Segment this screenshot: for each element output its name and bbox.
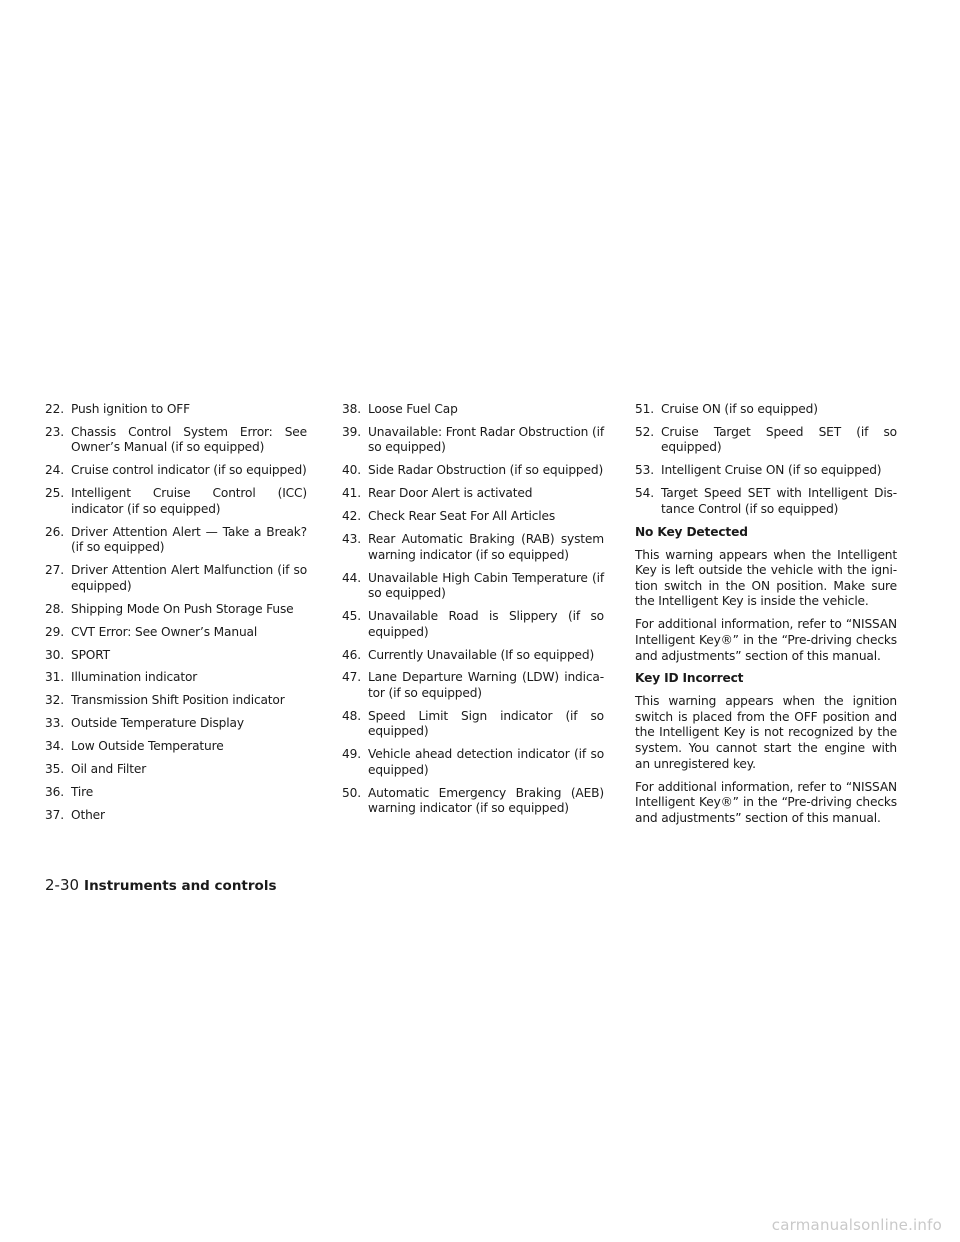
key-id-incorrect-paragraph: This warning appears when the ignition switch is placed from the OFF position and the Intelligent Key is not recognized by the system. You cannot start the engine with an unregistered key. [635, 694, 897, 771]
item-number: 39. [342, 424, 361, 439]
list-item [342, 532, 604, 563]
list-item [342, 486, 604, 502]
item-text: Intelligent Cruise Control (ICC) indicator (if so equipped) [71, 486, 307, 516]
item-text: Oil and Filter [71, 761, 147, 776]
item-number: 41. [342, 486, 361, 501]
list-item [635, 425, 897, 456]
column-2 [342, 402, 604, 824]
item-text: Target Speed SET with Intelligent Dis-tance Control (if so equipped) [661, 486, 897, 516]
section-title: Instruments and controls [84, 878, 277, 894]
list-item [342, 747, 604, 778]
column-1 [45, 402, 307, 831]
item-text: Driver Attention Alert — Take a Break? (if so equipped) [71, 524, 307, 555]
item-number: 54. [635, 486, 654, 501]
item-text: Intelligent Cruise ON (if so equipped) [661, 463, 882, 478]
item-text: Unavailable: Front Radar Obstruction (if so equipped) [368, 424, 604, 455]
item-text: Side Radar Obstruction (if so equipped) [368, 463, 604, 478]
item-number: 35. [45, 761, 64, 776]
item-number: 49. [342, 747, 361, 762]
item-number: 36. [45, 784, 64, 799]
list-item [45, 402, 307, 418]
item-text: Other [71, 807, 105, 822]
item-text: Check Rear Seat For All Articles [368, 509, 556, 524]
list-item [45, 563, 307, 594]
item-number: 44. [342, 570, 361, 585]
item-text: Transmission Shift Position indicator [71, 693, 285, 708]
list-item [635, 486, 897, 517]
item-number: 48. [342, 708, 361, 723]
item-number: 37. [45, 807, 64, 822]
item-number: 23. [45, 424, 64, 439]
item-number: 46. [342, 647, 361, 662]
item-number: 53. [635, 463, 654, 478]
item-number: 27. [45, 563, 64, 578]
item-text: Rear Automatic Braking (RAB) system warning indicator (if so equipped) [368, 532, 604, 562]
watermark: carmanualsonline.info [771, 1216, 942, 1234]
item-number: 22. [45, 402, 64, 416]
no-key-detected-paragraph: This warning appears when the Intelligent Key is left outside the vehicle with the igni-tion switch in the ON position. Make sure the Intelligent Key is inside the vehicle. [635, 547, 897, 609]
list-item [342, 709, 604, 740]
item-number: 31. [45, 670, 64, 685]
item-text: SPORT [71, 647, 110, 662]
list-item [342, 670, 604, 701]
item-text: Push ignition to OFF [71, 402, 190, 416]
item-number: 50. [342, 785, 361, 800]
list-item [45, 463, 307, 479]
column-3 [635, 402, 897, 834]
page-footer [45, 876, 276, 894]
item-number: 45. [342, 609, 361, 624]
item-number: 29. [45, 624, 64, 639]
list-item [342, 609, 604, 640]
page-number: 2-30 [45, 876, 80, 894]
item-number: 52. [635, 424, 654, 439]
item-number: 38. [342, 402, 361, 416]
item-text: Unavailable High Cabin Temperature (if so equipped) [368, 570, 604, 601]
list-item [342, 402, 604, 418]
item-text: Automatic Emergency Braking (AEB) warning indicator (if so equipped) [368, 785, 604, 816]
item-text: Cruise Target Speed SET (if so equipped) [661, 424, 897, 455]
item-text: Vehicle ahead detection indicator (if so equipped) [368, 747, 604, 777]
list-item [45, 716, 307, 732]
item-text: Driver Attention Alert Malfunction (if so equipped) [71, 563, 307, 593]
list-item [45, 808, 307, 824]
list-item [45, 525, 307, 556]
list-item [342, 463, 604, 479]
item-text: Lane Departure Warning (LDW) indica-tor (if so equipped) [368, 670, 604, 700]
list-item [45, 425, 307, 456]
item-text: Shipping Mode On Push Storage Fuse [71, 601, 294, 616]
key-id-incorrect-heading: Key ID Incorrect [635, 671, 744, 686]
item-text: Loose Fuel Cap [368, 402, 458, 416]
list-item [342, 571, 604, 602]
list-item [45, 739, 307, 755]
item-text: Chassis Control System Error: See Owner’s Manual (if so equipped) [71, 424, 307, 455]
list-item [635, 463, 897, 479]
item-text: CVT Error: See Owner’s Manual [71, 624, 258, 639]
item-text: Cruise ON (if so equipped) [661, 402, 818, 416]
list-item [342, 786, 604, 817]
list-item [342, 509, 604, 525]
item-text: Rear Door Alert is activated [368, 486, 533, 501]
item-text: Currently Unavailable (If so equipped) [368, 647, 595, 662]
key-id-incorrect-reference: For additional information, refer to “NISSAN Intelligent Key®” in the “Pre-driving checks and adjustments” section of this manual. [635, 779, 897, 825]
list-item [45, 486, 307, 517]
item-number: 30. [45, 647, 64, 662]
item-text: Unavailable Road is Slippery (if so equipped) [368, 609, 604, 639]
list-item [45, 648, 307, 664]
item-text: Low Outside Temperature [71, 739, 224, 754]
item-number: 26. [45, 524, 64, 539]
list-item [342, 425, 604, 456]
item-number: 28. [45, 601, 64, 616]
item-number: 34. [45, 739, 64, 754]
item-text: Illumination indicator [71, 670, 198, 685]
list-item [342, 648, 604, 664]
item-number: 24. [45, 463, 64, 478]
list-item [635, 402, 897, 418]
list-item [45, 762, 307, 778]
item-number: 40. [342, 463, 361, 478]
list-item [45, 693, 307, 709]
list-item [45, 602, 307, 618]
item-number: 43. [342, 532, 361, 547]
no-key-detected-heading: No Key Detected [635, 524, 748, 539]
item-number: 51. [635, 402, 654, 416]
list-item [45, 785, 307, 801]
item-number: 47. [342, 670, 361, 685]
item-text: Tire [71, 784, 94, 799]
item-number: 25. [45, 486, 64, 501]
item-text: Speed Limit Sign indicator (if so equipped) [368, 708, 604, 739]
item-number: 42. [342, 509, 361, 524]
item-number: 32. [45, 693, 64, 708]
column-3-list [635, 402, 897, 517]
list-item [45, 625, 307, 641]
no-key-detected-reference: For additional information, refer to “NISSAN Intelligent Key®” in the “Pre-driving checks and adjustments” section of this manual. [635, 617, 897, 663]
item-number: 33. [45, 716, 64, 731]
item-text: Cruise control indicator (if so equipped) [71, 463, 307, 478]
list-item [45, 670, 307, 686]
item-text: Outside Temperature Display [71, 716, 244, 731]
